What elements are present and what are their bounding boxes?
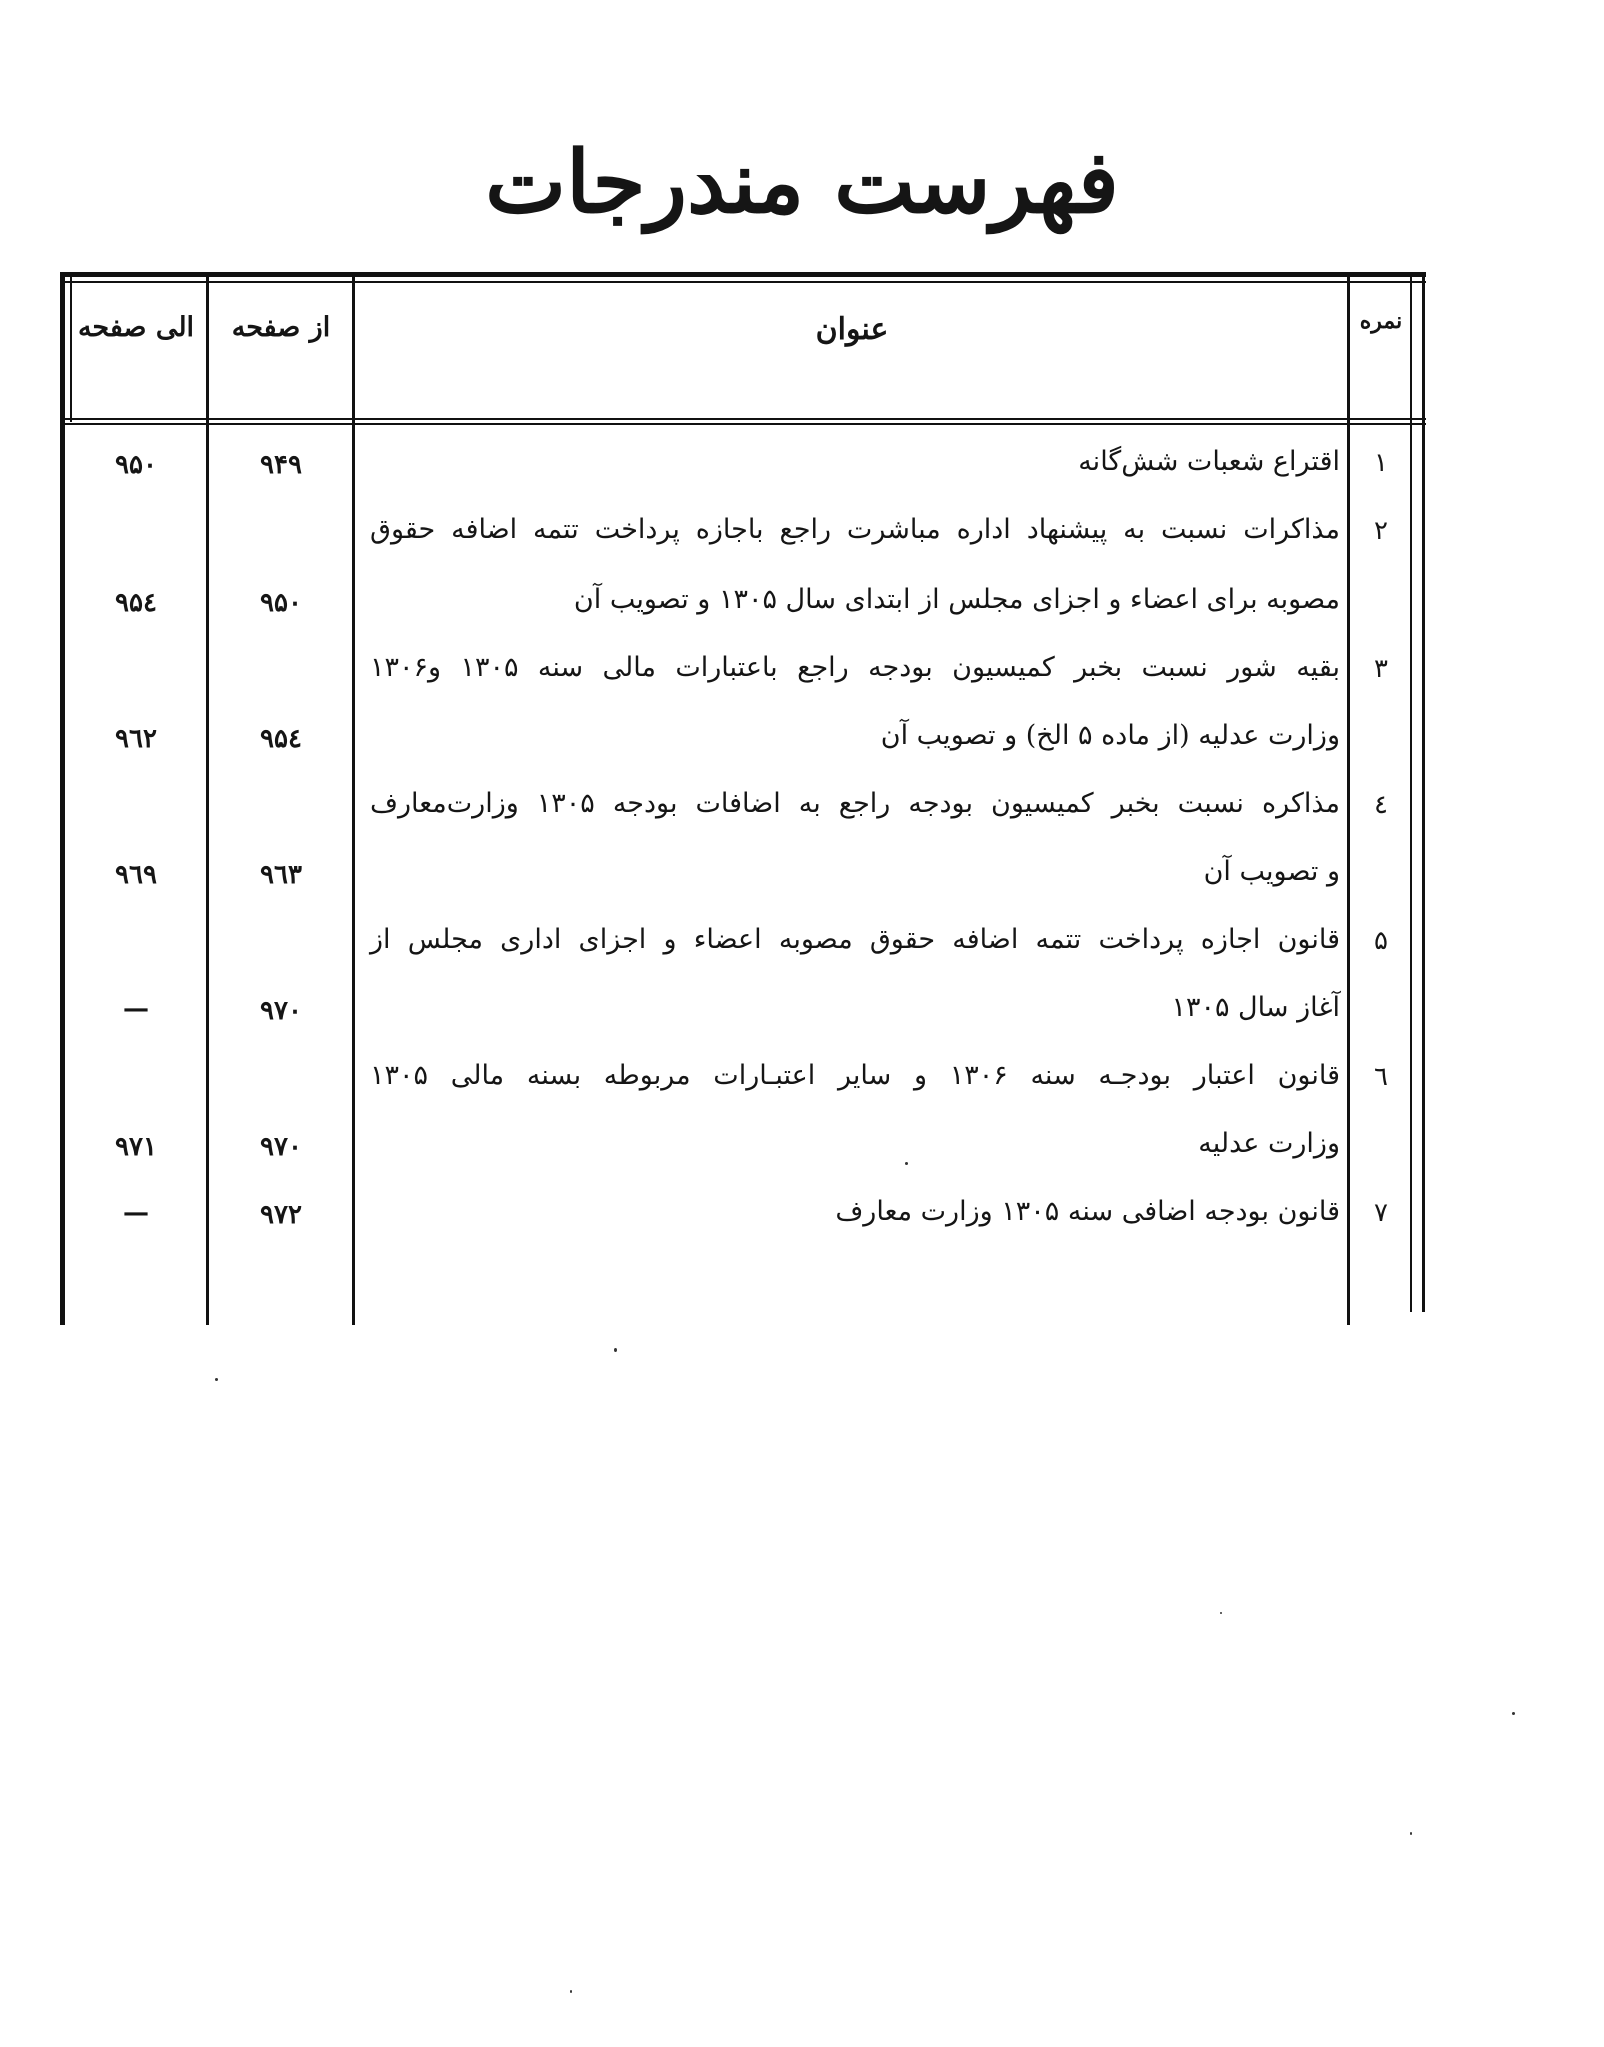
entry-7-from-page: ۹۷۲ — [260, 1200, 302, 1230]
entry-3-line-2: وزارت عدلیه (از ماده ۵ الخ) و تصویب آن — [880, 720, 1340, 751]
entry-4-to-page: ۹٦۹ — [115, 860, 157, 890]
entry-1-from-page: ۹۴۹ — [260, 450, 302, 480]
column-divider-subject-number — [1347, 272, 1350, 1325]
entry-2-to-page: ۹۵٤ — [115, 588, 157, 618]
entry-6-from-page: ۹۷۰ — [260, 1132, 302, 1162]
scan-speck — [905, 1162, 908, 1165]
entry-3-from-page: ۹۵٤ — [260, 724, 302, 754]
entry-1-to-page: ۹۵۰ — [115, 450, 157, 480]
header-rule-inner — [60, 423, 1426, 425]
entry-7-number: ۷ — [1374, 1198, 1388, 1228]
scan-speck — [1410, 1832, 1412, 1835]
scan-speck — [614, 1348, 617, 1352]
entry-4-line-2: و تصویب آن — [1203, 856, 1340, 887]
table-top-rule — [60, 272, 1426, 277]
column-divider-from-subject — [352, 272, 355, 1325]
border-left-inner — [70, 272, 72, 422]
scan-speck — [1220, 1612, 1222, 1614]
header-subject: عنوان — [815, 312, 889, 347]
entry-6-line-1: قانون اعتبار بودجـه سنه ۱۳۰۶ و سایر اعتبـارات مربوطه بسنه مالی ۱۳۰۵ — [370, 1060, 1340, 1091]
scan-speck — [570, 1990, 572, 1993]
entry-2-from-page: ۹۵۰ — [260, 588, 302, 618]
entry-5-number: ۵ — [1374, 926, 1388, 956]
entry-4-line-1: مذاکره نسبت بخبر کمیسیون بودجه راجع به اضافات بودجه ۱۳۰۵ وزارت‌معارف — [370, 788, 1340, 819]
entry-1-number: ۱ — [1374, 448, 1388, 478]
entry-3-line-1: بقیه شور نسبت بخبر کمیسیون بودجه راجع باعتبارات مالی سنه ۱۳۰۵ و۱۳۰۶ — [370, 652, 1341, 683]
page-title: فهرست مندرجات — [485, 132, 1119, 233]
entry-3-to-page: ۹٦۲ — [115, 724, 157, 754]
column-divider-to-from — [206, 272, 209, 1325]
entry-6-to-page: ۹۷۱ — [115, 1132, 157, 1162]
scan-speck — [1512, 1712, 1515, 1715]
entry-5-line-2: آغاز سال ۱۳۰۵ — [1171, 992, 1340, 1023]
entry-5-line-1: قانون اجازه پرداخت تتمه اضافه حقوق مصوبه اعضاء و اجزای اداری مجلس از — [370, 924, 1340, 955]
entry-6-line-2: وزارت عدلیه — [1198, 1128, 1340, 1159]
entry-1-line-1: اقتراع شعبات شش‌گانه — [1078, 446, 1340, 477]
contents-table — [60, 272, 1428, 1325]
entry-2-line-1: مذاکرات نسبت به پیشنهاد اداره مباشرت راجع باجازه پرداخت تتمه اضافه حقوق — [370, 514, 1340, 545]
entry-2-number: ۲ — [1374, 516, 1388, 546]
entry-7-to-page: — — [123, 1198, 149, 1228]
entry-2-line-2: مصوبه برای اعضاء و اجزای مجلس از ابتدای سال ۱۳۰۵ و تصویب آن — [573, 584, 1340, 615]
header-from-page: از صفحه — [231, 312, 331, 343]
entry-3-number: ۳ — [1374, 654, 1388, 684]
border-left — [60, 272, 65, 1325]
entry-6-number: ٦ — [1374, 1062, 1388, 1092]
header-number: نمره — [1359, 308, 1403, 334]
header-rule — [60, 418, 1426, 420]
entry-5-to-page: — — [123, 994, 149, 1024]
border-right-inner — [1410, 272, 1412, 1312]
entry-5-from-page: ۹۷۰ — [260, 996, 302, 1026]
table-top-rule-inner — [60, 281, 1426, 283]
entry-7-line-1: قانون بودجه اضافی سنه ۱۳۰۵ وزارت معارف — [835, 1196, 1340, 1227]
header-to-page: الی صفحه — [77, 312, 195, 343]
entry-4-number: ٤ — [1374, 790, 1388, 820]
border-right — [1422, 272, 1425, 1312]
scan-speck — [215, 1378, 218, 1381]
entry-4-from-page: ۹٦۳ — [260, 860, 302, 890]
